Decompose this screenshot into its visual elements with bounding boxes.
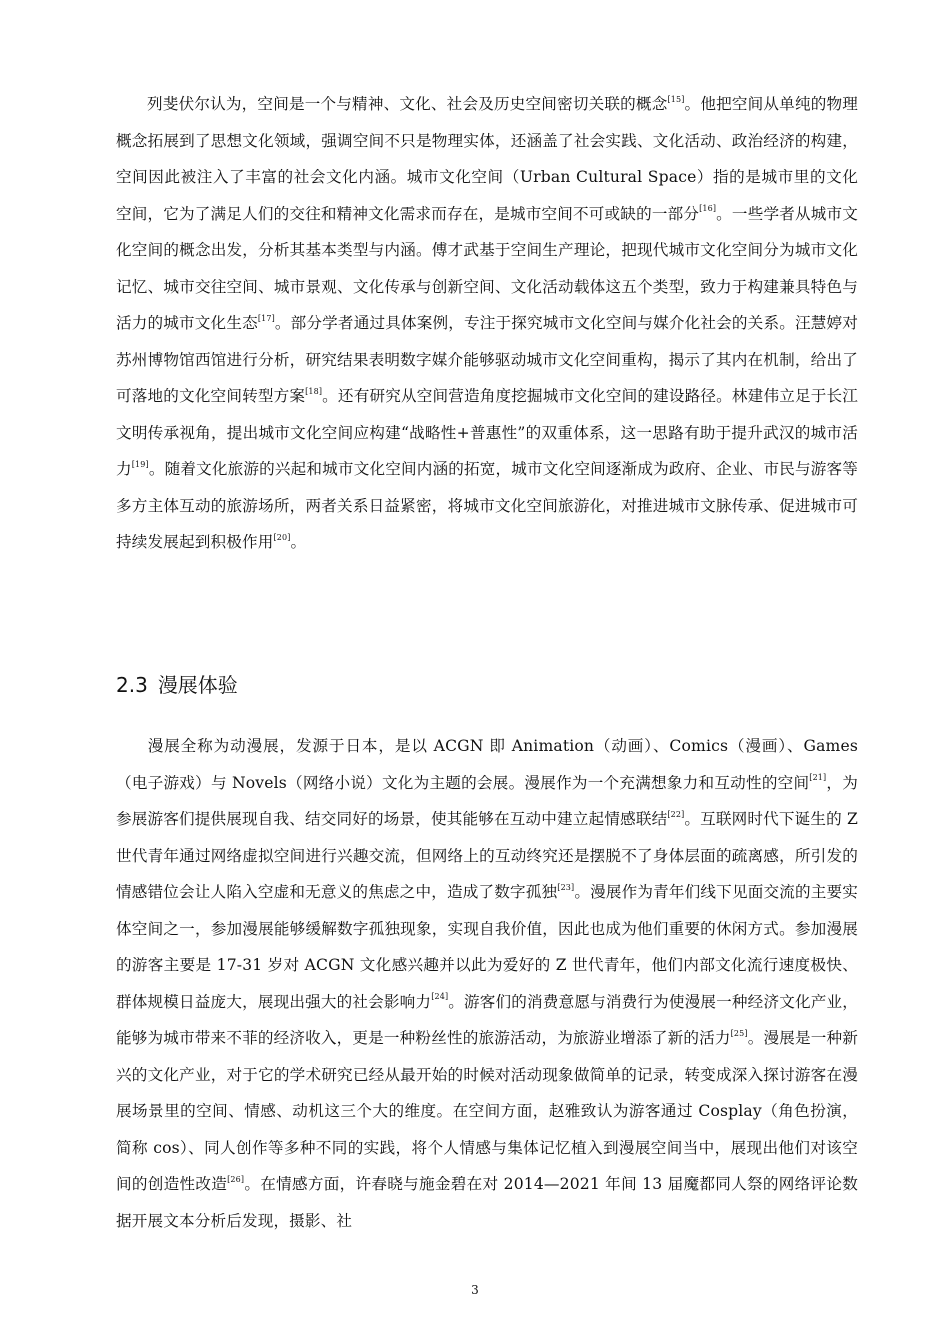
paragraph-text: 。在情感方面，许春晓与施金碧在对 2014—2021 年间 13 届魔都同人祭的网络评论数据开展文本分析后发现，摄影、社	[116, 1175, 858, 1230]
citation: [19]	[131, 459, 149, 469]
paragraph-text: ，为参展游客们提供展现自我、结交同好的场景，使其能够在互动中建立起情感联结	[116, 773, 858, 828]
citation: [23]	[557, 882, 575, 892]
paragraph-text: 。部分学者通过具体案例，专注于探究城市文化空间与媒介化社会的关系。汪慧婷对苏州博物馆西馆进行分析，研究结果表明数字媒介能够驱动城市文化空间重构，揭示了其内在机制，给出了可落地的文化空间转型方案	[116, 314, 858, 405]
citation: [25]	[730, 1028, 748, 1038]
citation: [20]	[273, 532, 291, 542]
citation: [17]	[257, 313, 275, 323]
paragraph-text: 。漫展是一种新兴的文化产业，对于它的学术研究已经从最开始的时候对活动现象做简单的记录，转变成深入探讨游客在漫展场景里的空间、情感、动机这三个大的维度。在空间方面，赵雅致认为游客通过 Cosplay（角色扮演，简称 cos）、同人创作等多种不同的实践，将个人情感与集体记忆植入到漫展空间当中，展现出他们对该空间的创造性改造	[116, 1029, 858, 1193]
citation: [21]	[809, 773, 827, 783]
citation: [18]	[305, 386, 323, 396]
paragraph-text: 。随着文化旅游的兴起和城市文化空间内涵的拓宽，城市文化空间逐渐成为政府、企业、市民与游客等多方主体互动的旅游场所，两者关系日益紧密，将城市文化空间旅游化，对推进城市文脉传承、促进城市可持续发展起到积极作用	[116, 460, 858, 551]
paragraph-text: 漫展全称为动漫展，发源于日本，是以 ACGN 即 Animation（动画）、Comics（漫画）、Games（电子游戏）与 Novels（网络小说）文化为主题的会展。漫展作为一个充满想象力和互动性的空间	[116, 737, 858, 792]
paragraph-text: 。互联网时代下诞生的 Z 世代青年通过网络虚拟空间进行兴趣交流，但网络上的互动终究还是摆脱不了身体层面的疏离感，所引发的情感错位会让人陷入空虚和无意义的焦虑之中，造成了数字孤独	[116, 810, 858, 901]
citation: [15]	[667, 94, 685, 104]
paragraph-text: 。还有研究从空间营造角度挖掘城市文化空间的建设路径。林建伟立足于长江文明传承视角，提出城市文化空间应构建“战略性+普惠性”的双重体系，这一思路有助于提升武汉的城市活力	[116, 387, 858, 478]
section-number: 2.3	[116, 673, 148, 697]
body-paragraph-urban-cultural-space	[116, 86, 858, 561]
page-number: 3	[471, 1283, 479, 1297]
citation: [24]	[431, 992, 449, 1002]
section-title: 漫展体验	[157, 673, 238, 697]
citation: [16]	[699, 204, 717, 214]
paragraph-text: 。一些学者从城市文化空间的概念出发，分析其基本类型与内涵。傅才武基于空间生产理论，把现代城市文化空间分为城市文化记忆、城市交往空间、城市景观、文化传承与创新空间、文化活动载体这五个类型，致力于构建兼具特色与活力的城市文化生态	[116, 204, 858, 332]
body-paragraph-comic-exhibition	[116, 728, 858, 1239]
citation: [26]	[227, 1174, 245, 1184]
paragraph-text: 。他把空间从单纯的物理概念拓展到了思想文化领域，强调空间不只是物理实体，还涵盖了社会实践、文化活动、政治经济的构建，空间因此被注入了丰富的社会文化内涵。城市文化空间（Urban Cultural Space）指的是城市里的文化空间，它为了满足人们的交往和精神文化需求而存在，是城市空间不可或缺的一部分	[116, 95, 858, 223]
section-heading	[116, 670, 238, 700]
paragraph-text: 。	[290, 533, 307, 551]
paragraph-text: 列斐伏尔认为，空间是一个与精神、文化、社会及历史空间密切关联的概念	[147, 95, 668, 113]
citation: [22]	[667, 809, 685, 819]
paragraph-text: 。漫展作为青年们线下见面交流的主要实体空间之一，参加漫展能够缓解数字孤独现象，实现自我价值，因此也成为他们重要的休闲方式。参加漫展的游客主要是 17-31 岁对 ACGN 文化感兴趣并以此为爱好的 Z 世代青年，他们内部文化流行速度极快、群体规模日益庞大，展现出强大的社会影响力	[116, 883, 859, 1011]
paragraph-text: 。游客们的消费意愿与消费行为使漫展一种经济文化产业，能够为城市带来不菲的经济收入，更是一种粉丝性的旅游活动，为旅游业增添了新的活力	[116, 992, 858, 1047]
